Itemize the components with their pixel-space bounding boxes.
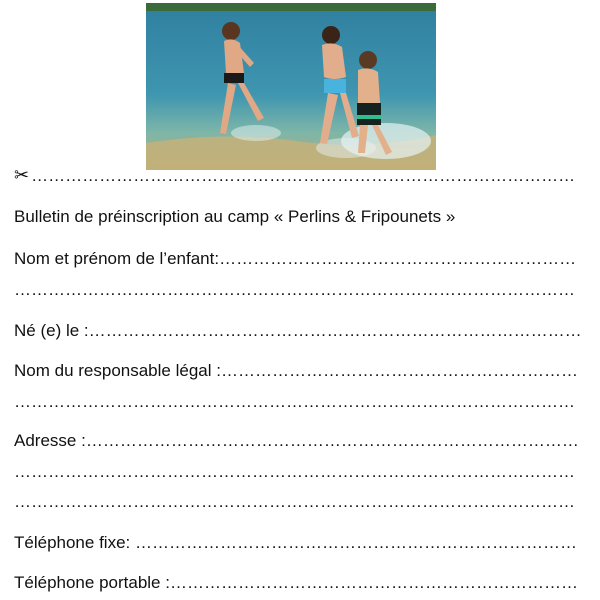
guardian-row[interactable] [14,360,578,382]
address-row[interactable] [14,430,579,452]
phone-mobile-row[interactable] [14,572,578,594]
address-continuation-field-1[interactable]: ……………………………………………………………………………………… [14,462,575,481]
address-continuation-row-1[interactable] [14,461,575,483]
beach-photo [146,3,436,170]
address-continuation-field-2[interactable]: ……………………………………………………………………………………… [14,492,575,511]
address-continuation-row-2[interactable] [14,491,575,513]
child-name-label: Nom et prénom de l’enfant: [14,249,220,268]
form-title: Bulletin de préinscription au camp « Perlins & Fripounets » [14,207,456,226]
guardian-continuation-row[interactable] [14,391,575,413]
guardian-field[interactable]: ……………………………………………………… [220,361,578,380]
guardian-label: Nom du responsable légal : [14,361,221,380]
phone-fixed-label: Téléphone fixe: [14,533,135,552]
phone-mobile-field[interactable]: ……………………………………………………………… [169,573,578,592]
phone-fixed-row[interactable] [14,532,577,554]
child-name-continuation-row[interactable] [14,279,575,301]
dotted-line: …………………………………………………………………………………… [31,166,576,185]
birth-date-row[interactable] [14,320,582,342]
scissors-icon: ✂ [14,165,30,185]
birth-date-label: Né (e) le : [14,321,89,340]
phone-mobile-label: Téléphone portable : [14,573,170,592]
child-name-field[interactable]: ……………………………………………………… [219,249,577,268]
phone-fixed-field[interactable]: …………………………………………………………………… [134,533,577,552]
birth-date-field[interactable]: …………………………………………………………………………… [88,321,582,340]
children-running-on-beach-photo [146,3,436,170]
address-field[interactable]: …………………………………………………………………………… [85,431,579,450]
child-name-continuation-field[interactable]: ……………………………………………………………………………………… [14,280,575,299]
address-label: Adresse : [14,431,86,450]
cut-line [14,164,575,187]
guardian-continuation-field[interactable]: ……………………………………………………………………………………… [14,392,575,411]
child-name-row[interactable] [14,248,576,270]
